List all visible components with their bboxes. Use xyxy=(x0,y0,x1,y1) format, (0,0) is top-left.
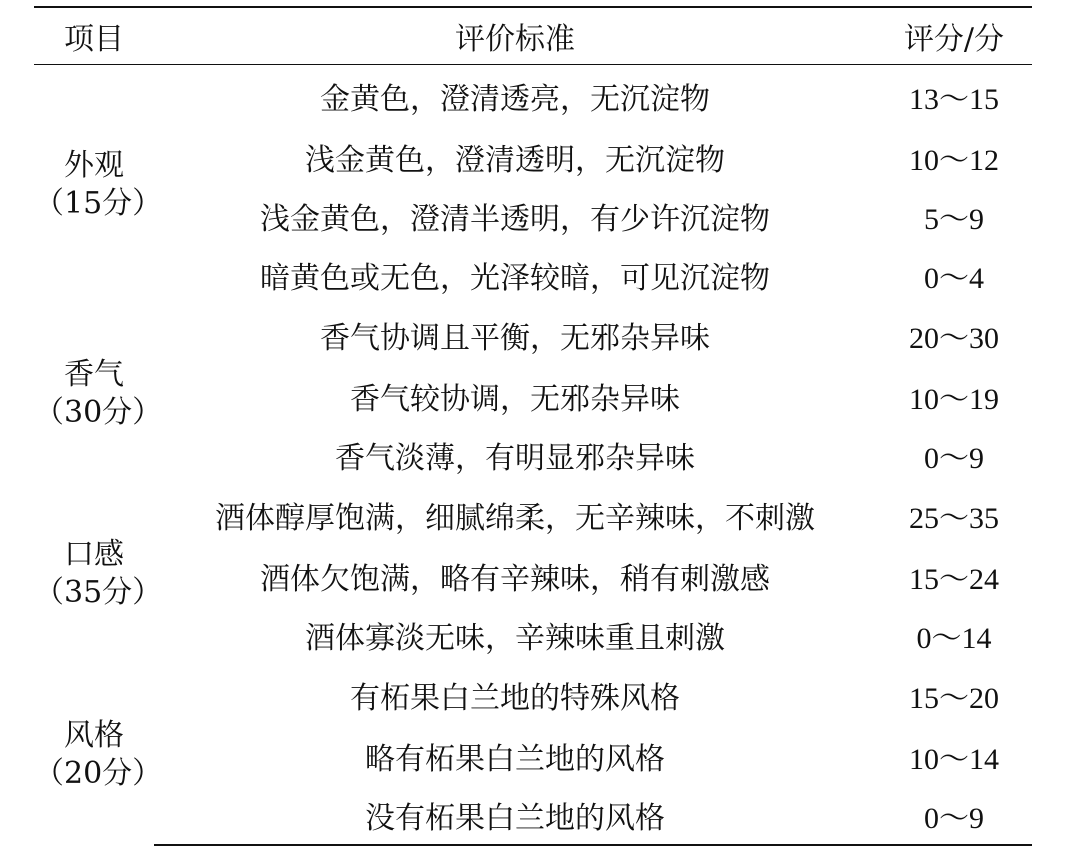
score-cell: 0～14 xyxy=(916,621,992,655)
group-weight: （15分） xyxy=(34,185,163,221)
criteria-cell: 香气淡薄，有明显邪杂异味 xyxy=(335,440,695,476)
score-cell: 0～9 xyxy=(876,785,1032,845)
group-cell-style xyxy=(34,664,163,845)
criteria-cell: 浅金黄色，澄清半透明，有少许沉淀物 xyxy=(260,201,770,237)
criteria-cell: 酒体寡淡无味，辛辣味重且刺激 xyxy=(305,620,725,656)
group-name: 香气 xyxy=(64,357,124,392)
table-row xyxy=(34,186,1032,245)
group-weight: （30分） xyxy=(34,395,163,430)
criteria-cell: 酒体欠饱满，略有辛辣味，稍有刺激感 xyxy=(260,561,770,597)
header-row xyxy=(34,7,1032,65)
score-cell: 10～14 xyxy=(909,742,999,776)
criteria-cell: 浅金黄色，澄清透明，无沉淀物 xyxy=(305,142,725,178)
table-body xyxy=(34,65,1032,846)
table-row xyxy=(34,484,1032,546)
sensory-evaluation-table xyxy=(34,6,1032,846)
criteria-cell: 香气较协调，无邪杂异味 xyxy=(350,381,680,417)
table-row xyxy=(34,65,1032,128)
score-cell: 15～24 xyxy=(909,562,999,596)
table-header xyxy=(34,7,1032,65)
criteria-cell: 香气协调且平衡，无邪杂异味 xyxy=(320,321,710,356)
group-cell-taste xyxy=(34,484,163,664)
score-cell: 10～19 xyxy=(909,382,999,416)
table-row xyxy=(34,304,1032,366)
score-cell: 25～35 xyxy=(909,502,999,535)
score-cell: 5～9 xyxy=(924,202,984,236)
criteria-cell: 有柘果白兰地的特殊风格 xyxy=(350,681,680,716)
criteria-cell: 金黄色，澄清透亮，无沉淀物 xyxy=(320,82,710,117)
table-row xyxy=(34,726,1032,785)
table-row xyxy=(34,605,1032,664)
table-row xyxy=(34,245,1032,304)
group-name: 风格 xyxy=(64,717,124,753)
score-cell: 15～20 xyxy=(909,682,999,715)
criteria-cell: 略有柘果白兰地的风格 xyxy=(365,741,665,777)
group-name: 口感 xyxy=(64,537,124,572)
criteria-cell: 没有柘果白兰地的风格 xyxy=(154,785,876,845)
score-cell: 0～9 xyxy=(924,441,984,475)
group-weight: （35分） xyxy=(34,575,163,610)
group-name: 外观 xyxy=(64,147,124,183)
table-row xyxy=(34,785,1032,845)
group-cell-appearance xyxy=(34,65,163,305)
score-cell: 10～12 xyxy=(909,143,999,177)
score-cell: 0～4 xyxy=(924,261,984,295)
group-cell-aroma xyxy=(34,304,163,484)
header-criteria: 评价标准 xyxy=(154,7,876,65)
criteria-cell: 暗黄色或无色，光泽较暗，可见沉淀物 xyxy=(260,260,770,296)
header-score: 评分/分 xyxy=(876,7,1032,65)
table-row xyxy=(34,366,1032,425)
table-row xyxy=(34,664,1032,726)
score-cell: 13～15 xyxy=(909,83,999,116)
header-item: 项目 xyxy=(34,7,154,65)
score-cell: 20～30 xyxy=(909,322,999,355)
table-row xyxy=(34,425,1032,484)
group-weight: （20分） xyxy=(34,755,163,791)
table-row xyxy=(34,127,1032,186)
table-row xyxy=(34,546,1032,605)
criteria-cell: 酒体醇厚饱满，细腻绵柔，无辛辣味，不刺激 xyxy=(215,501,815,536)
